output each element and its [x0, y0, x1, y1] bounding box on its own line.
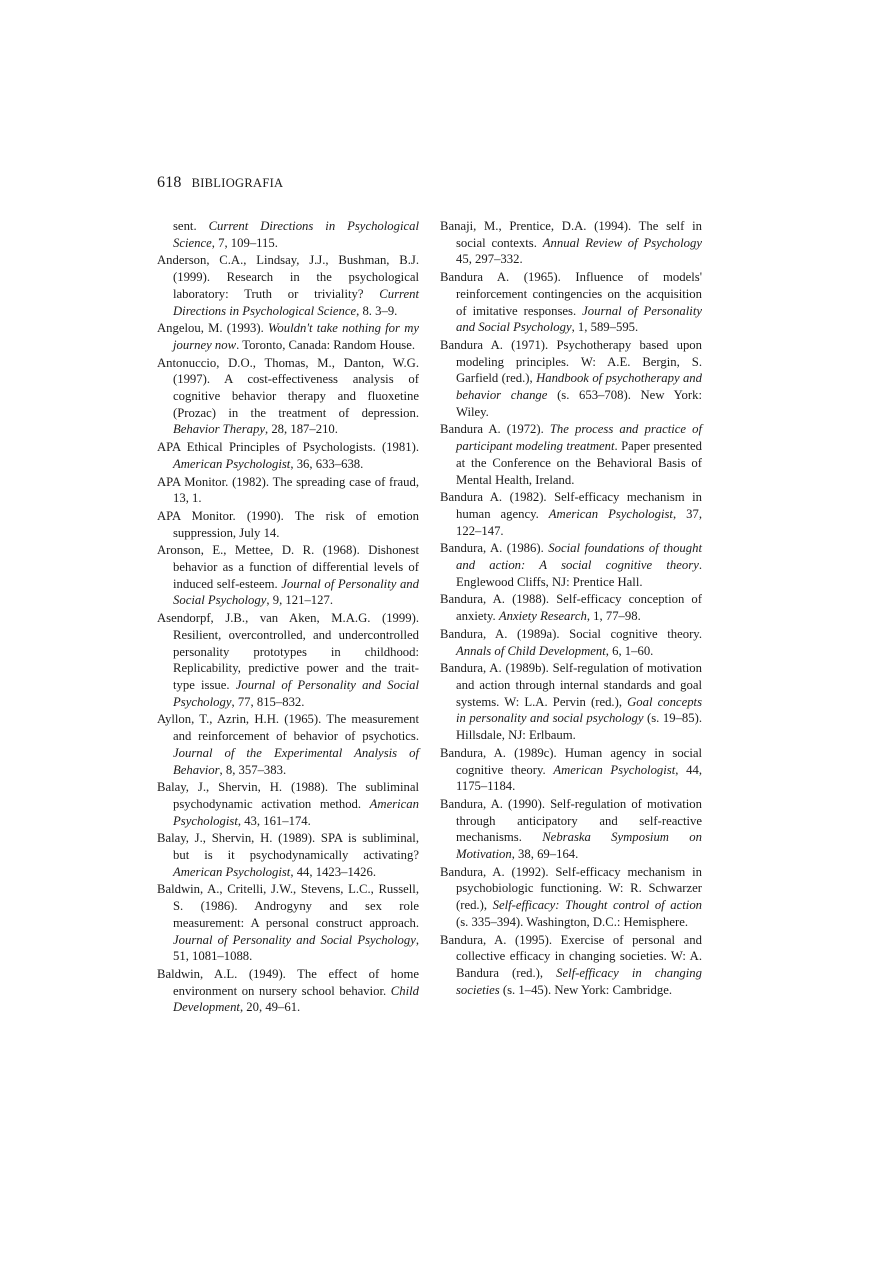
entry-text: Bandura A. (1982). Self-efficacy mechanism in human agency.: [440, 490, 702, 521]
entry-text: APA Monitor. (1982). The spreading case of fraud, 13, 1.: [157, 474, 419, 506]
bibliography-right-column: [440, 218, 702, 999]
entry-title-italic: Annals of Child Development: [456, 643, 606, 658]
bibliography-entry: [440, 421, 702, 488]
entry-text: Bandura, A. (1986).: [440, 541, 549, 556]
entry-title-italic: American Psychologist: [548, 506, 673, 521]
bibliography-entry: [440, 489, 702, 539]
bibliography-entry: [440, 540, 702, 590]
bibliography-entry: [157, 610, 419, 710]
entry-text: . Paper presented at the Conference on the Behavioral Basis of Mental Health, Ireland.: [456, 439, 702, 487]
section-title: BIBLIOGRAFIA: [191, 176, 284, 190]
entry-text: , 37, 122–147.: [456, 506, 702, 538]
page-number: 618: [157, 174, 182, 191]
entry-text: , 43, 161–174.: [237, 813, 311, 828]
entry-text: (s. 19–85). Hillsdale, NJ: Erlbaum.: [456, 711, 702, 743]
bibliography-entry: [440, 745, 702, 795]
entry-text: (s. 1–45). New York: Cambridge.: [499, 982, 673, 997]
entry-text: , 28, 187–210.: [264, 422, 338, 437]
entry-title-italic: Social foundations of thought and action: A social cognitive theory: [456, 541, 702, 573]
entry-text: Baldwin, A., Critelli, J.W., Stevens, L.C., Russell, S. (1986). Androgyny and sex role measurement: A personal construct approach.: [157, 882, 419, 930]
entry-text: , 9, 121–127.: [266, 593, 333, 608]
entry-text: Bandura, A. (1989a). Social cognitive theory.: [440, 626, 702, 641]
entry-title-italic: American Psychologist: [173, 796, 419, 828]
entry-text: (s. 335–394). Washington, D.C.: Hemisphere.: [456, 914, 689, 929]
entry-title-italic: American Psychologist: [173, 864, 291, 879]
entry-text: APA Ethical Principles of Psychologists. (1981).: [157, 440, 419, 455]
entry-text: Bandura, A. (1995). Exercise of personal and collective efficacy in changing societies. W: A. Bandura (red.),: [440, 932, 702, 980]
entry-title-italic: Current Directions in Psychological Science: [173, 286, 419, 318]
entry-text: Bandura, A. (1992). Self-efficacy mechanism in psychobiologic functioning. W: R. Schwarzer (red.),: [440, 864, 702, 913]
entry-text: Aronson, E., Mettee, D. R. (1968). Dishonest behavior as a function of differential levels of induced self-esteem.: [157, 543, 419, 591]
entry-text: . Englewood Cliffs, NJ: Prentice Hall.: [456, 558, 702, 589]
entry-text: Anderson, C.A., Lindsay, J.J., Bushman, B.J. (1999). Research in the psychological laboratory: Truth or triviality?: [157, 253, 419, 301]
entry-title-italic: Goal concepts in personality and social psychology: [456, 694, 703, 726]
bibliography-entry: [440, 591, 702, 624]
bibliography-entry: [157, 881, 419, 965]
entry-text: , 51, 1081–1088.: [173, 932, 419, 964]
page-header: [157, 174, 283, 192]
entry-text: APA Monitor. (1990). The risk of emotion suppression, July 14.: [157, 508, 419, 540]
entry-title-italic: Current Directions in Psychological Science: [173, 219, 419, 250]
entry-text: Asendorpf, J.B., van Aken, M.A.G. (1999). Resilient, overcontrolled, and undercontrolled personality prototypes in childhood: Replicability, predictive power and the trait-type issue.: [157, 611, 419, 692]
entry-text: sent.: [173, 219, 209, 233]
bibliography-left-column: [157, 218, 419, 1017]
entry-text: , 8, 357–383.: [219, 762, 287, 777]
entry-title-italic: Journal of Personality and Social Psychology: [173, 576, 419, 608]
entry-text: (s. 653–708). New York: Wiley.: [456, 388, 702, 419]
entry-text: , 44, 1175–1184.: [456, 762, 702, 794]
entry-title-italic: Behavior Therapy: [173, 422, 265, 437]
entry-text: Ayllon, T., Azrin, H.H. (1965). The measurement and reinforcement of behavior of psychotics.: [157, 712, 419, 744]
bibliography-entry: [157, 218, 419, 251]
entry-text: , 7, 109–115.: [211, 235, 278, 250]
entry-text: , 1, 589–595.: [571, 320, 639, 335]
entry-title-italic: Wouldn't take nothing for my journey now: [173, 321, 419, 352]
bibliography-entry: [440, 796, 702, 863]
bibliography-entry: [157, 966, 419, 1016]
entry-text: , 36, 633–638.: [290, 456, 364, 471]
bibliography-entry: [157, 508, 419, 541]
bibliography-entry: [440, 269, 702, 336]
entry-text: Bandura, A. (1990). Self-regulation of motivation through anticipatory and self-reactive mechanisms.: [440, 796, 702, 845]
entry-text: Bandura, A. (1988). Self-efficacy conception of anxiety.: [440, 592, 702, 624]
entry-title-italic: Journal of Personality and Social Psychology: [173, 932, 416, 947]
entry-title-italic: Handbook of psychotherapy and behavior change: [456, 371, 702, 403]
entry-text: Bandura, A. (1989b). Self-regulation of motivation and action through internal standards and goal systems. W: L.A. Pervin (red.),: [440, 661, 702, 709]
entry-title-italic: Self-efficacy in changing societies: [456, 965, 702, 997]
bibliography-entry: [157, 439, 419, 472]
entry-text: Balay, J., Shervin, H. (1988). The subliminal psychodynamic activation method.: [157, 780, 419, 811]
bibliography-entry: [157, 830, 419, 880]
bibliography-entry: [157, 711, 419, 778]
entry-text: Bandura, A. (1989c). Human agency in social cognitive theory.: [440, 745, 702, 777]
entry-title-italic: Journal of Personality and Social Psychology: [173, 677, 419, 709]
entry-text: , 38, 69–164.: [511, 847, 579, 862]
bibliography-entry: [157, 779, 419, 829]
entry-title-italic: Journal of the Experimental Analysis of Behavior: [173, 745, 419, 777]
entry-title-italic: Anxiety Research: [498, 609, 587, 624]
bibliography-entry: [440, 864, 702, 931]
entry-title-italic: Annual Review of Psychology: [542, 235, 702, 250]
entry-text: Bandura A. (1971). Psychotherapy based upon modeling principles. W: A.E. Bergin, S. Garfield (red.),: [440, 337, 702, 386]
entry-text: , 6, 1–60.: [605, 643, 654, 658]
entry-text: , 8. 3–9.: [356, 303, 398, 318]
entry-title-italic: Journal of Personality and Social Psychology: [456, 303, 702, 335]
bibliography-entry: [440, 932, 702, 999]
entry-text: 45, 297–332.: [456, 252, 523, 267]
bibliography-entry: [440, 337, 702, 421]
entry-text: Antonuccio, D.O., Thomas, M., Danton, W.G. (1997). A cost-effectiveness analysis of cognitive behavior therapy and fluoxetine (Prozac) in the treatment of depression.: [157, 355, 419, 420]
entry-text: Banaji, M., Prentice, D.A. (1994). The self in social contexts.: [440, 219, 702, 250]
entry-text: Angelou, M. (1993).: [157, 321, 269, 336]
bibliography-entry: [440, 218, 702, 268]
bibliography-entry: [157, 252, 419, 319]
bibliography-entry: [157, 320, 419, 353]
entry-text: , 1, 77–98.: [586, 609, 641, 624]
bibliography-entry: [157, 474, 419, 507]
entry-text: , 44, 1423–1426.: [290, 864, 376, 879]
entry-title-italic: Child Development: [173, 983, 419, 1015]
entry-text: Bandura A. (1972).: [440, 422, 550, 437]
entry-title-italic: American Psychologist: [173, 456, 291, 471]
bibliography-entry: [157, 542, 419, 609]
entry-title-italic: The process and practice of participant modeling treatment: [456, 422, 702, 454]
bibliography-entry: [157, 355, 419, 439]
bibliography-entry: [440, 660, 702, 744]
entry-text: Balay, J., Shervin, H. (1989). SPA is subliminal, but is it psychodynamically activating?: [157, 831, 419, 863]
entry-text: , 77, 815–832.: [231, 694, 305, 709]
entry-text: Baldwin, A.L. (1949). The effect of home environment on nursery school behavior.: [157, 966, 419, 998]
entry-title-italic: Nebraska Symposium on Motivation: [456, 830, 702, 862]
entry-title-italic: American Psychologist: [553, 762, 676, 777]
entry-text: . Toronto, Canada: Random House.: [236, 337, 416, 352]
entry-title-italic: Self-efficacy: Thought control of action: [492, 898, 703, 913]
entry-text: Bandura A. (1965). Influence of models' reinforcement contingencies on the acquisition of imitative responses.: [440, 270, 702, 318]
bibliography-entry: [440, 626, 702, 659]
entry-text: , 20, 49–61.: [239, 1000, 301, 1015]
